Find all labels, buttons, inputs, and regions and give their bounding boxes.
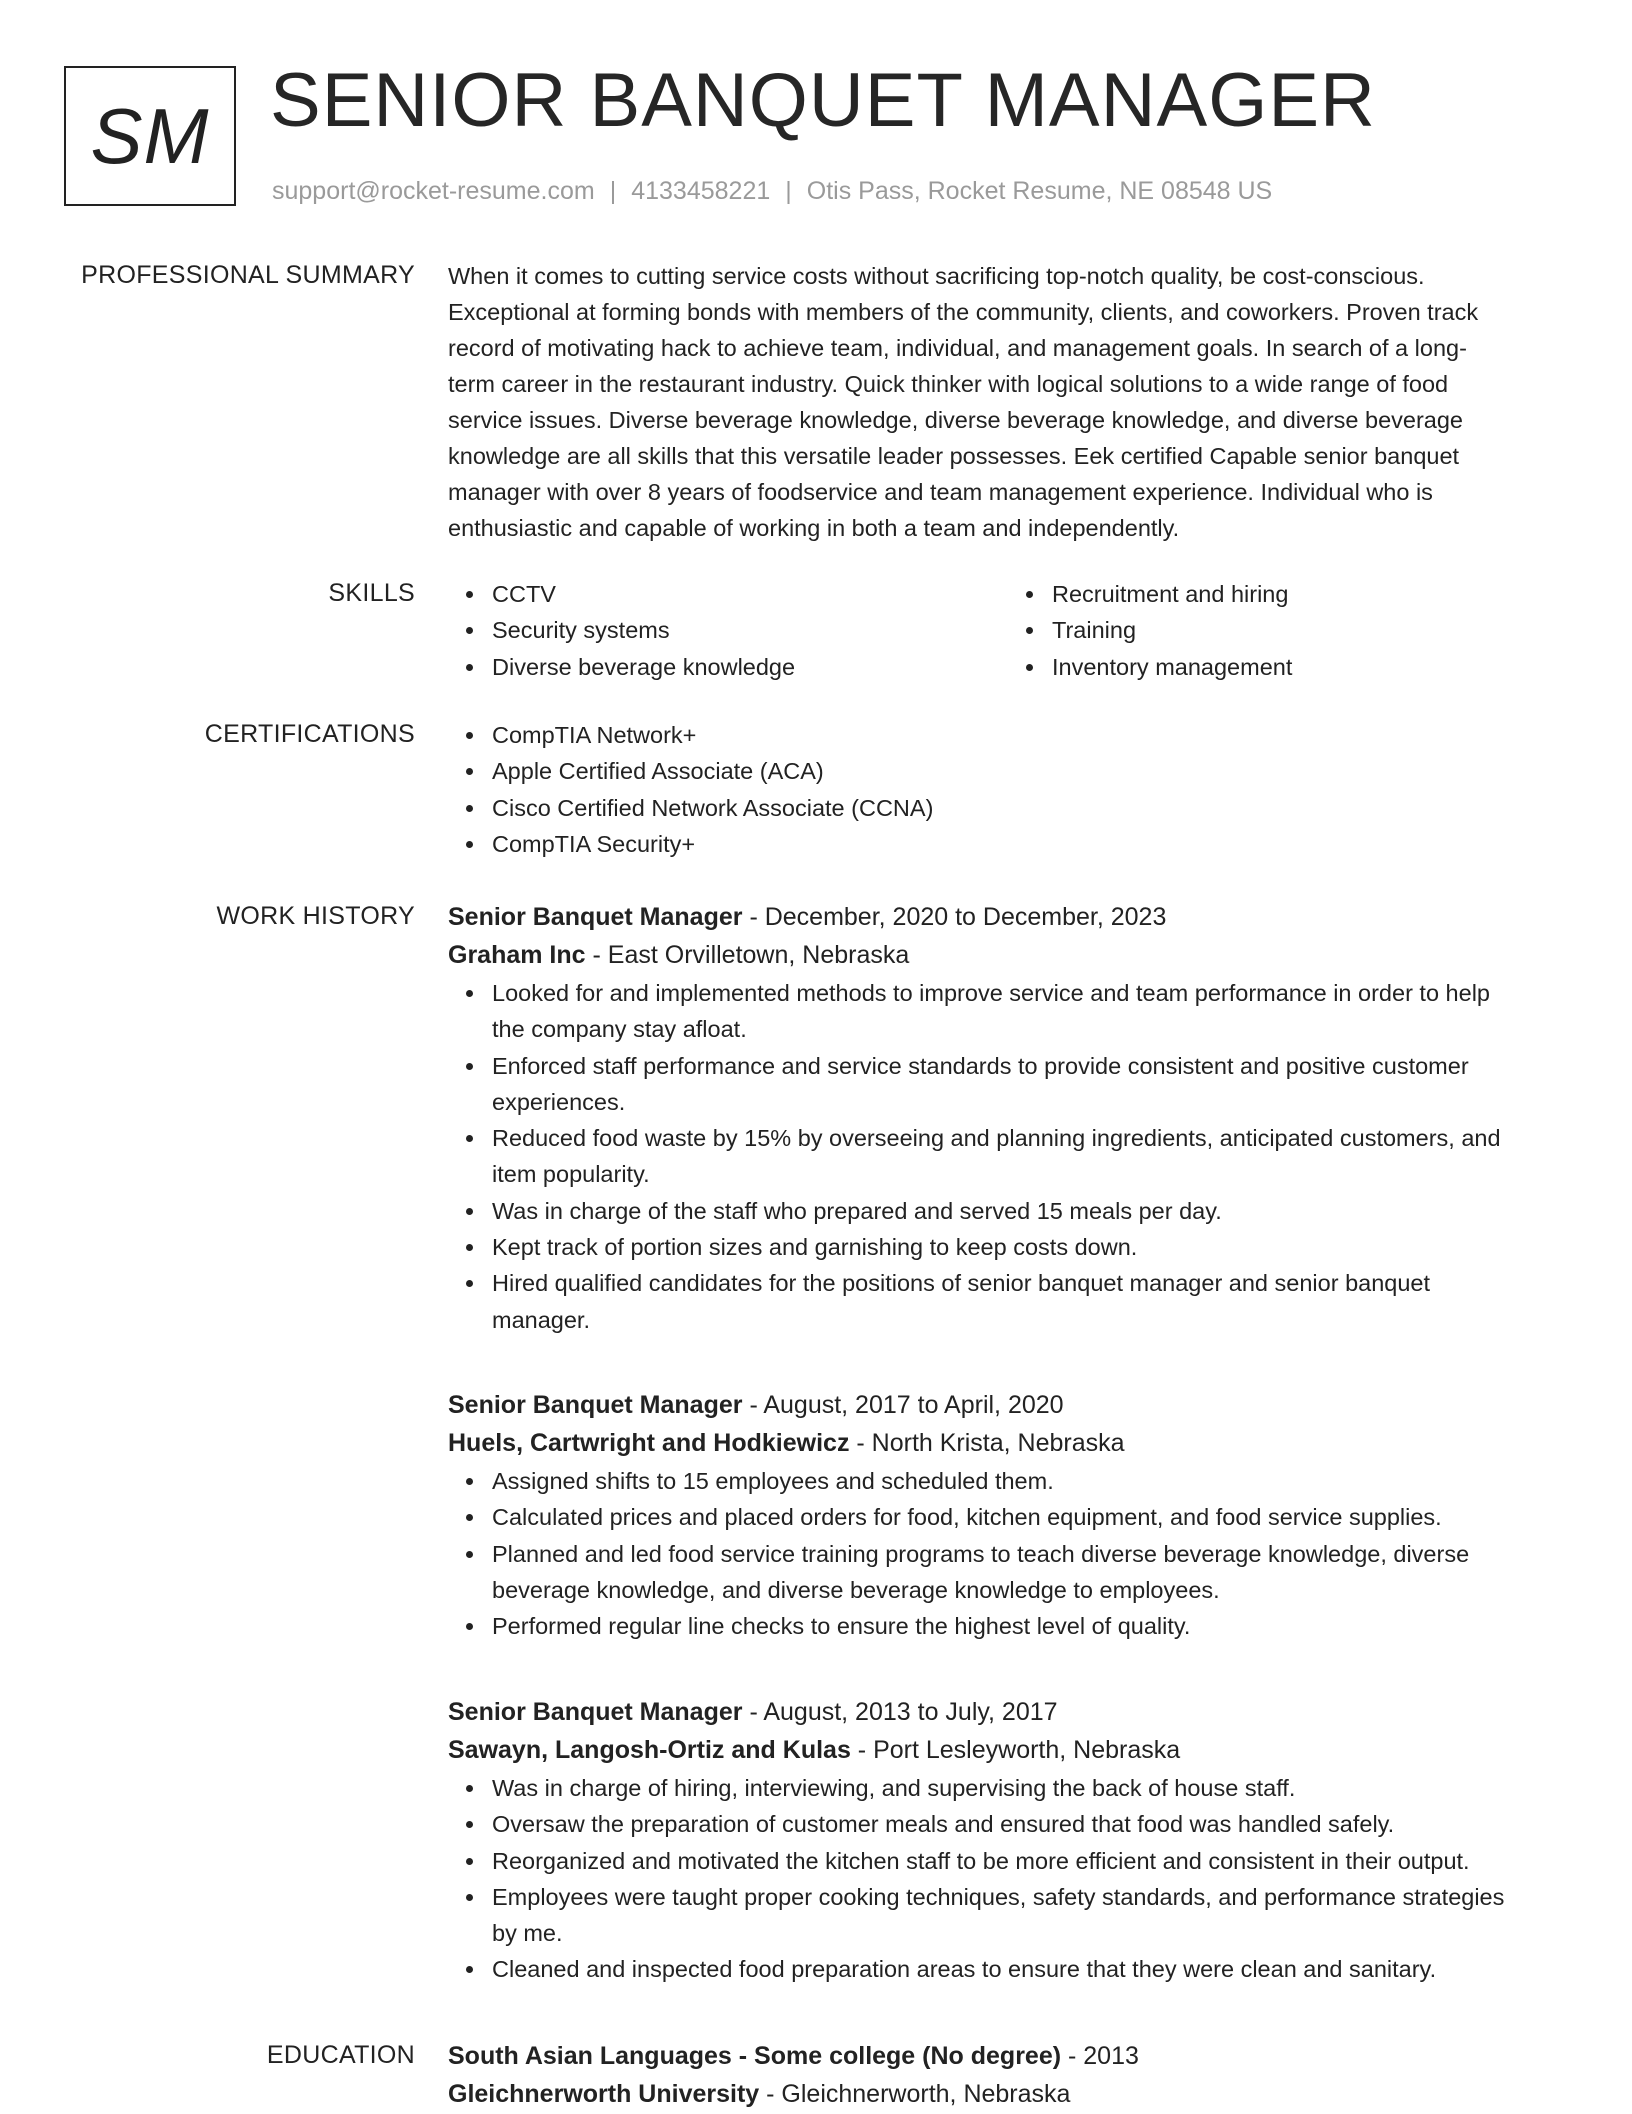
job-bullet: Calculated prices and placed orders for food, kitchen equipment, and food service supplies. [492,1499,1568,1535]
summary-line: service issues. Diverse beverage knowledge, diverse beverage knowledge, and diverse beverage [448,407,1463,433]
skill-item: Recruitment and hiring [1052,576,1568,612]
skill-item: Security systems [492,612,1008,648]
job-bullet [492,1879,1568,1952]
job-company: Graham Inc [448,941,586,969]
section-label-certifications: CERTIFICATIONS [204,720,415,748]
job-dates: - December, 2020 to December, 2023 [742,903,1167,931]
bullet-text: Enforced staff performance and service standards to provide consistent and positive customer [492,1052,1469,1079]
skill-item: Diverse beverage knowledge [492,649,1008,685]
education-body [448,2038,1568,2114]
contact-phone[interactable]: 4133458221 [631,177,771,205]
resume-title: SENIOR BANQUET MANAGER [270,58,1376,143]
education-school-line [448,2074,1568,2114]
bullet-text: Planned and led food service training programs to teach diverse beverage knowledge, diverse [492,1540,1470,1567]
job-title: Senior Banquet Manager [448,1698,743,1726]
job-bullet [492,1120,1568,1193]
job-bullet: Assigned shifts to 15 employees and scheduled them. [492,1463,1568,1499]
job-title-line [448,899,1568,935]
bullet-text: Looked for and implemented methods to improve service and team performance in order to help [492,980,1490,1006]
section-label-work-history: WORK HISTORY [216,902,415,930]
job-dates: - August, 2013 to July, 2017 [742,1698,1058,1726]
bullet-text: beverage knowledge, and diverse beverage knowledge to employees. [492,1576,1220,1603]
bullet-text: item popularity. [492,1161,650,1188]
summary-line: record of motivating hack to achieve team, individual, and management goals. In search of a long- [448,335,1467,361]
bullet-text: experiences. [492,1088,626,1115]
summary-line: knowledge are all skills that this versatile leader possesses. Eek certified Capable senior banquet [448,443,1460,469]
job-bullet: Cleaned and inspected food preparation areas to ensure that they were clean and sanitary. [492,1951,1568,1987]
job-dates: - August, 2017 to April, 2020 [742,1391,1064,1419]
certification-item: Apple Certified Associate (ACA) [492,753,1568,789]
section-label-education: EDUCATION [266,2041,415,2069]
job-entry [448,899,1568,1338]
contact-address: Otis Pass, Rocket Resume, NE 08548 US [806,177,1273,205]
job-title-line [448,1387,1568,1423]
bullet-text: manager. [492,1306,590,1333]
summary-line: manager with over 8 years of foodservice and team management experience. Individual who is [448,479,1433,505]
job-entry [448,1387,1568,1644]
monogram-logo [64,66,236,206]
contact-email[interactable]: support@rocket-resume.com [272,177,595,205]
job-bullet [492,1536,1568,1609]
job-bullet: Was in charge of hiring, interviewing, and supervising the back of house staff. [492,1770,1568,1806]
job-bullet: Performed regular line checks to ensure the highest level of quality. [492,1608,1568,1644]
summary-line: When it comes to cutting service costs without sacrificing top-notch quality, be cost-conscious. [448,263,1425,289]
job-company: Huels, Cartwright and Hodkiewicz [448,1429,850,1457]
contact-separator: | [785,177,792,205]
bullet-text: Employees were taught proper cooking techniques, safety standards, and performance strategies [492,1883,1505,1910]
job-entry [448,1694,1568,1988]
certification-item: CompTIA Network+ [492,717,1568,753]
job-location: - North Krista, Nebraska [849,1429,1125,1457]
contact-line [272,174,1272,208]
skill-item: Inventory management [1052,649,1568,685]
bullet-text: by me. [492,1920,563,1947]
job-bullet: Reorganized and motivated the kitchen staff to be more efficient and consistent in their output. [492,1843,1568,1879]
education-school: Gleichnerworth University [448,2080,760,2108]
job-location: - Port Lesleyworth, Nebraska [850,1736,1181,1764]
job-company: Sawayn, Langosh-Ortiz and Kulas [448,1736,851,1764]
job-bullet [492,1048,1568,1121]
summary-line: enthusiastic and capable of working in both a team and independently. [448,515,1180,541]
job-bullets [448,1463,1568,1644]
summary-line: term career in the restaurant industry. Quick thinker with logical solutions to a wide range of food [448,371,1449,397]
job-bullet [492,1265,1568,1338]
education-degree-line [448,2038,1568,2074]
job-title-line [448,1694,1568,1730]
skill-item: Training [1052,612,1568,648]
education-year: - 2013 [1061,2042,1139,2070]
skills-list-right [1008,576,1568,685]
bullet-text: Hired qualified candidates for the positions of senior banquet manager and senior banquet [492,1270,1431,1297]
job-title: Senior Banquet Manager [448,903,743,931]
summary-line: Exceptional at forming bonds with members of the community, clients, and coworkers. Proven track [448,299,1479,325]
job-bullets [448,1770,1568,1988]
job-bullet [492,975,1568,1048]
job-location: - East Orvilletown, Nebraska [585,941,910,969]
bullet-text: the company stay afloat. [492,1016,747,1043]
certifications-body [448,717,1568,862]
job-bullet: Oversaw the preparation of customer meals and ensured that food was handled safely. [492,1806,1568,1842]
contact-separator: | [609,177,617,205]
monogram-initials: SM [90,91,210,180]
skills-body [448,576,1568,685]
education-location: - Gleichnerworth, Nebraska [759,2080,1071,2108]
education-degree: South Asian Languages - Some college (No degree) [448,2042,1062,2070]
job-company-line [448,935,1568,975]
section-label-skills: SKILLS [328,579,415,607]
section-label-summary: PROFESSIONAL SUMMARY [81,261,415,289]
job-company-line [448,1423,1568,1463]
job-bullet: Kept track of portion sizes and garnishing to keep costs down. [492,1229,1568,1265]
job-company-line [448,1730,1568,1770]
skills-list-left [448,576,1008,685]
bullet-text: Reduced food waste by 15% by overseeing and planning ingredients, anticipated customers, and [492,1125,1501,1152]
certification-item: CompTIA Security+ [492,826,1568,862]
job-title: Senior Banquet Manager [448,1391,743,1419]
job-bullets [448,975,1568,1338]
certification-item: Cisco Certified Network Associate (CCNA) [492,790,1568,826]
skill-item: CCTV [492,576,1008,612]
job-bullet: Was in charge of the staff who prepared and served 15 meals per day. [492,1193,1568,1229]
certifications-list [448,717,1568,862]
summary-body [448,258,1568,546]
